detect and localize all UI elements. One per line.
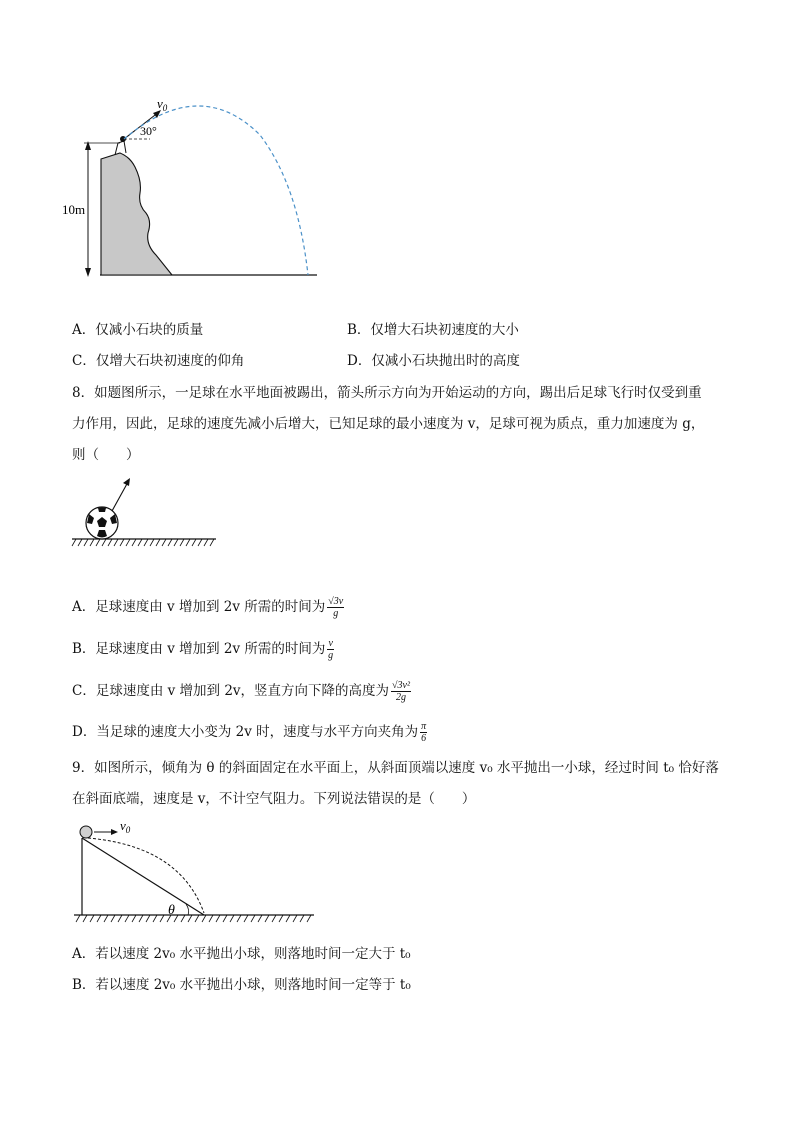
q8-option-c-fraction: $\frac{\text{√3v²}}{2g}$: [392, 680, 410, 703]
q7-option-c[interactable]: C．仅增大石块初速度的仰角: [72, 353, 245, 369]
q7-cliff-figure: [60, 95, 330, 285]
q8-option-d[interactable]: [72, 721, 427, 744]
q8-option-b-text: B．足球速度由 v 增加到 2v 所需的时间为: [72, 641, 326, 657]
ground-hatching: [72, 539, 214, 546]
angle-label: 30°: [140, 124, 157, 138]
q8-stem-line-3: 则（ ）: [72, 447, 140, 463]
incline-surface: [82, 838, 204, 915]
q9-incline-figure: [70, 818, 320, 933]
cliff-shape: [101, 153, 172, 275]
q8-option-b[interactable]: [72, 638, 334, 661]
ground-hatching: [76, 915, 311, 922]
q8-option-a[interactable]: [72, 596, 344, 619]
q7-option-a[interactable]: A．仅减小石块的质量: [72, 322, 204, 338]
theta-label: θ: [168, 903, 175, 918]
q9-stem-line-2: 在斜面底端，速度是 v，不计空气阻力。下列说法错误的是（ ）: [72, 791, 476, 807]
height-label: 10m: [62, 202, 86, 217]
q8-stem-line-1: 8．如题图所示，一足球在水平地面被踢出，箭头所示方向为开始运动的方向，踢出后足球飞行时仅受到重: [72, 385, 702, 401]
q8-option-b-fraction: $\frac{v}{g}$: [328, 638, 334, 661]
q8-option-a-fraction: $\frac{√3v}{g}$: [328, 596, 344, 619]
q8-option-d-fraction: $\frac{\pi}{6}$: [421, 721, 427, 744]
q7-option-b[interactable]: B．仅增大石块初速度的大小: [347, 322, 519, 338]
kick-direction-arrow: [112, 482, 128, 511]
q9-stem-line-1: 9．如图所示，倾角为 θ 的斜面固定在水平面上，从斜面顶端以速度 v₀ 水平抛出一小球，经过时间 t₀ 恰好落: [72, 760, 719, 776]
q8-option-c-text: C．足球速度由 v 增加到 2v，竖直方向下降的高度为: [72, 683, 390, 699]
height-arrow-bottom: [85, 268, 91, 277]
q8-option-a-text: A．足球速度由 v 增加到 2v 所需的时间为: [72, 599, 326, 615]
q8-soccer-figure: [70, 472, 220, 552]
q7-option-d[interactable]: D．仅减小石块抛出时的高度: [347, 353, 520, 369]
small-ball-icon: [80, 826, 92, 838]
height-arrow-top: [85, 141, 91, 150]
v0-label: $v_0$: [157, 96, 168, 113]
q8-stem-line-2: 力作用，因此，足球的速度先减小后增大，已知足球的最小速度为 v，足球可视为质点，重力加速度为 g，: [72, 416, 705, 432]
soccer-ball-icon: [86, 507, 118, 539]
q8-option-c[interactable]: [72, 680, 411, 703]
v0-label: $v_0$: [120, 818, 131, 835]
q8-option-d-text: D．当足球的速度大小变为 2v 时，速度与水平方向夹角为: [72, 724, 419, 740]
q9-option-b[interactable]: B．若以速度 2v₀ 水平抛出小球，则落地时间一定等于 t₀: [72, 977, 411, 993]
projectile-trajectory: [88, 838, 204, 913]
q9-option-a[interactable]: A．若以速度 2v₀ 水平抛出小球，则落地时间一定大于 t₀: [72, 946, 411, 962]
